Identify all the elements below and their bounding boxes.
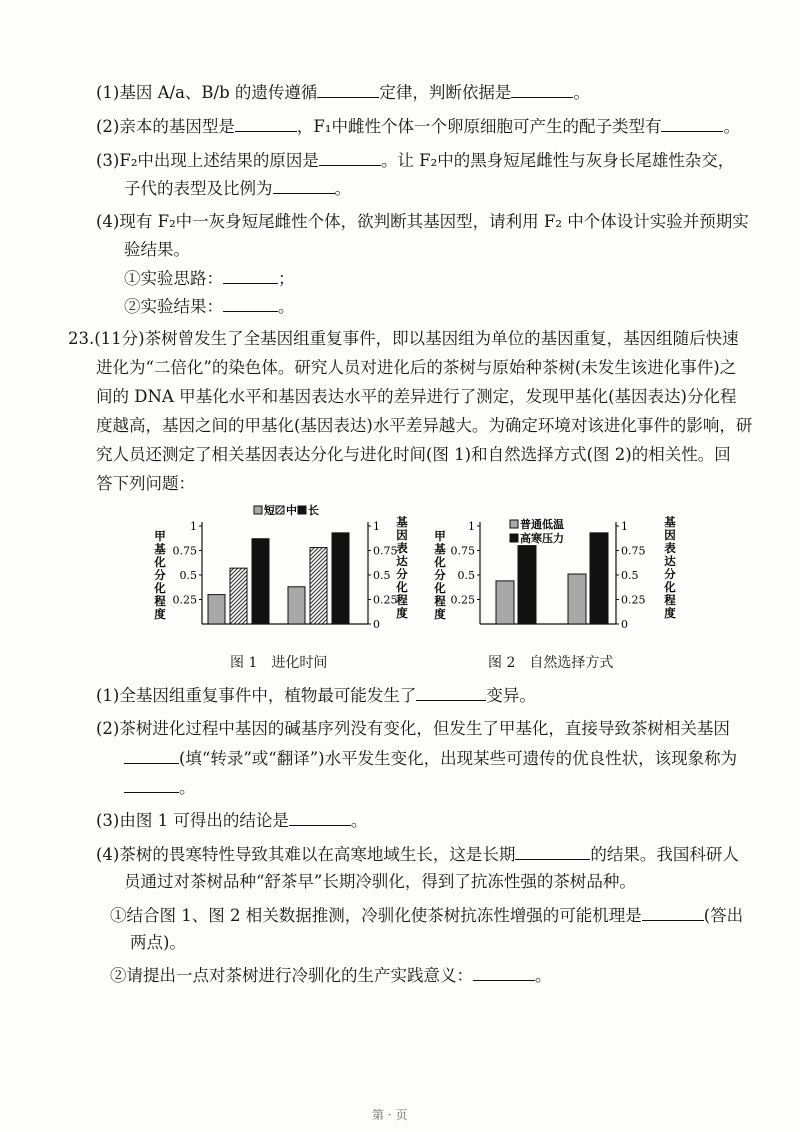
left-axis-label: 甲: [154, 529, 166, 543]
bar-普通低温: [568, 574, 586, 624]
right-axis-label: 程: [664, 593, 676, 607]
right-tick-label: 0.75: [621, 544, 646, 558]
q23-part4-sub1-cont: 两点)。: [130, 933, 186, 952]
right-tick-label: 0.25: [373, 593, 398, 607]
right-tick-label: 1: [373, 520, 380, 533]
answer-blank[interactable]: [289, 808, 351, 826]
figure-1-chart: [150, 500, 410, 650]
left-axis-label: 化: [154, 555, 166, 569]
left-axis-label: 度: [154, 607, 166, 621]
q22-part2: (2)亲本的基因型是 ，F₁中雌性个体一个卵原细胞可产生的配子类型有 。: [96, 114, 740, 139]
right-axis-label: 化: [664, 580, 676, 594]
legend-swatch: [254, 506, 262, 514]
q22-part3: (3)F₂中出现上述结果的原因是 。让 F₂中的黑身短尾雌性与灰身长尾雄性杂交，: [96, 148, 734, 173]
answer-blank[interactable]: [642, 903, 704, 921]
right-axis-label: 度: [396, 606, 408, 620]
q22-part4-cont: 验结果。: [124, 240, 190, 259]
q23-part3: (3)由图 1 可得出的结论是 。: [96, 808, 367, 833]
q22-part1: (1)基因 A/a、B/b 的遗传遵循 定律，判断依据是 。: [96, 80, 590, 105]
legend-label: 长: [308, 504, 319, 517]
left-tick-label: 0.75: [450, 544, 475, 558]
right-tick-label: 0.5: [373, 569, 391, 582]
figure-2-caption: 图 2 自然选择方式: [488, 655, 614, 671]
right-tick-label: 0: [621, 618, 628, 631]
q23-part2-cont2: 。: [124, 775, 196, 800]
left-axis-label: 化: [434, 555, 446, 569]
left-axis-label: 分: [434, 568, 446, 582]
right-axis-label: 基: [664, 515, 676, 529]
right-tick-label: 0.5: [621, 569, 639, 582]
legend-swatch: [510, 534, 518, 542]
left-tick-label: 0.5: [457, 569, 475, 582]
q22-part4: (4)现有 F₂中一灰身短尾雌性个体，欲判断其基因型，请利用 F₂ 中个体设计实验并预期实: [96, 212, 749, 231]
legend-swatch: [276, 506, 284, 514]
answer-blank[interactable]: [661, 114, 723, 132]
legend-label: 高寒压力: [520, 532, 564, 545]
bar-中: [230, 568, 247, 624]
legend-label: 中: [286, 504, 297, 517]
q23-stem-line3: 间的 DNA 甲基化水平和基因表达水平的差异进行了测定，发现甲基化(基因表达)分化程: [96, 387, 737, 406]
bar-长: [332, 533, 349, 624]
bar-中: [310, 548, 327, 624]
left-tick-label: 1: [468, 520, 475, 533]
left-tick-label: 0.25: [172, 593, 197, 607]
answer-blank[interactable]: [416, 683, 486, 701]
left-axis-label: 甲: [434, 529, 446, 543]
q22-part4-idea: ①实验思路： ；: [124, 266, 295, 291]
left-axis-label: 程: [434, 594, 446, 608]
right-axis-label: 度: [664, 606, 676, 620]
left-axis-label: 程: [154, 594, 166, 608]
q23-stem-line2: 进化为“二倍化”的染色体。研究人员对进化后的茶树与原始种茶树(未发生该进化事件)之: [96, 358, 737, 377]
left-tick-label: 0.5: [179, 569, 197, 582]
left-axis-label: 化: [154, 581, 166, 595]
right-axis-label: 因: [664, 528, 676, 542]
q23-stem-line6: 答下列问题：: [96, 474, 195, 493]
q23-part4: (4)茶树的畏寒特性导致其难以在高寒地域生长，这是长期 的结果。我国科研人: [96, 842, 739, 867]
bar-短: [288, 587, 305, 624]
answer-blank[interactable]: [235, 114, 297, 132]
answer-blank[interactable]: [223, 266, 278, 284]
q23-part1: (1)全基因组重复事件中，植物最可能发生了 变异。: [96, 683, 536, 708]
q23-stem-line4: 度越高，基因之间的甲基化(基因表达)水平差异越大。为确定环境对该进化事件的影响，研: [96, 416, 753, 435]
answer-blank[interactable]: [473, 963, 535, 981]
left-tick-label: 0.75: [172, 544, 197, 558]
q22-part4-result: ②实验结果： 。: [124, 294, 295, 319]
answer-blank[interactable]: [124, 746, 179, 764]
bar-短: [208, 595, 225, 624]
page-footer: 第 · 页: [372, 1108, 408, 1122]
answer-blank[interactable]: [515, 842, 590, 860]
left-tick-label: 0.25: [450, 593, 475, 607]
left-axis-label: 度: [434, 607, 446, 621]
left-axis-label: 化: [434, 581, 446, 595]
right-axis-label: 基: [396, 515, 408, 529]
q23-stem-line5: 究人员还测定了相关基因表达分化与进化时间(图 1)和自然选择方式(图 2)的相关性。回: [96, 445, 731, 464]
q23-part2: (2)茶树进化过程中基因的碱基序列没有变化，但发生了甲基化，直接导致茶树相关基因: [96, 719, 730, 738]
left-tick-label: 1: [190, 520, 197, 533]
answer-blank[interactable]: [511, 80, 573, 98]
right-tick-label: 0: [373, 618, 380, 631]
legend-label: 普通低温: [520, 518, 564, 531]
answer-blank[interactable]: [317, 80, 379, 98]
answer-blank[interactable]: [319, 148, 381, 166]
right-tick-label: 0.75: [373, 544, 398, 558]
q23-stem-line1: 23.(11分)茶树曾发生了全基因组重复事件，即以基因组为单位的基因重复，基因组随后快速: [68, 329, 739, 348]
q22-part3-cont: 子代的表型及比例为 。: [124, 176, 351, 201]
legend-swatch: [298, 506, 306, 514]
right-axis-label: 分: [396, 567, 408, 581]
answer-blank[interactable]: [273, 176, 335, 194]
bar-高寒压力: [518, 546, 536, 624]
right-axis-label: 表: [396, 541, 408, 555]
q23-part2-cont: (填“转录”或“翻译”)水平发生变化，出现某些可遗传的优良性状，该现象称为: [124, 746, 737, 771]
bar-长: [252, 539, 269, 624]
left-axis-label: 基: [434, 542, 446, 556]
q23-part4-sub1: ①结合图 1、图 2 相关数据推测，冷驯化使茶树抗冻性增强的可能机理是 (答出: [110, 903, 743, 928]
right-axis-label: 分: [664, 567, 676, 581]
q23-part4-cont: 员通过对茶树品种“舒茶早”长期冷驯化，得到了抗冻性强的茶树品种。: [124, 872, 636, 891]
right-axis-label: 化: [396, 580, 408, 594]
right-tick-label: 0.25: [621, 593, 646, 607]
left-axis-label: 基: [154, 542, 166, 556]
legend-label: 短: [264, 504, 275, 517]
right-axis-label: 表: [664, 541, 676, 555]
right-axis-label: 达: [664, 554, 676, 568]
left-axis-label: 分: [154, 568, 166, 582]
figure-1-caption: 图 1 进化时间: [230, 655, 328, 671]
right-tick-label: 1: [621, 520, 628, 533]
answer-blank[interactable]: [223, 294, 278, 312]
legend-swatch: [510, 520, 518, 528]
right-axis-label: 因: [396, 528, 408, 542]
figure-2-chart: [430, 500, 680, 650]
bar-普通低温: [496, 581, 514, 624]
bar-高寒压力: [590, 533, 608, 624]
right-axis-label: 达: [396, 554, 408, 568]
answer-blank[interactable]: [124, 775, 179, 793]
q23-part4-sub2: ②请提出一点对茶树进行冷驯化的生产实践意义： 。: [110, 963, 552, 988]
right-axis-label: 程: [396, 593, 408, 607]
